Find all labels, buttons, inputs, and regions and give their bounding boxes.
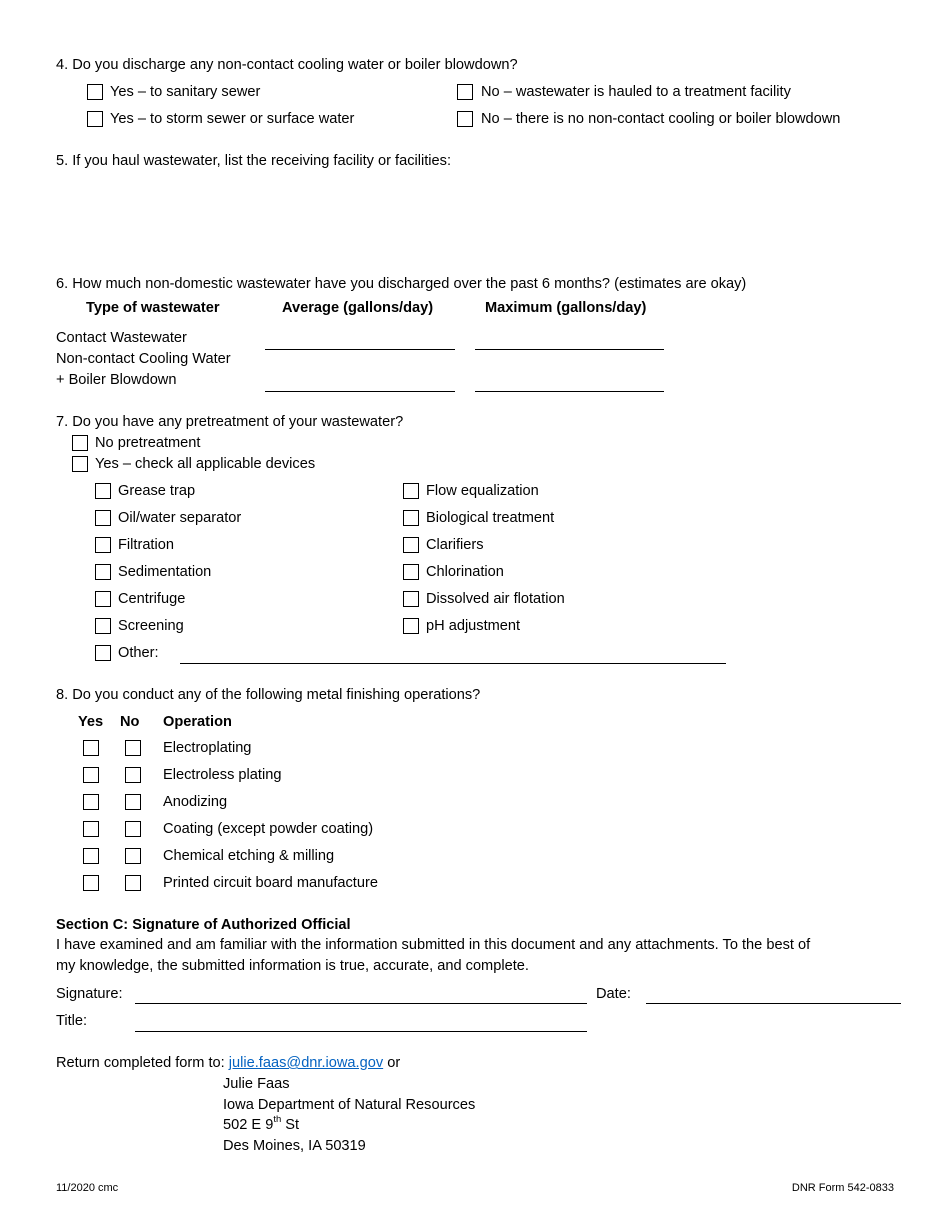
q8-coating-yes-checkbox[interactable] bbox=[83, 821, 99, 837]
signature-field[interactable] bbox=[135, 1003, 587, 1004]
q7-screening-checkbox[interactable] bbox=[95, 618, 111, 634]
q8-coating-no-checkbox[interactable] bbox=[125, 821, 141, 837]
return-org: Iowa Department of Natural Resources bbox=[223, 1097, 476, 1113]
q6-row-blowdown: + Boiler Blowdown bbox=[56, 372, 177, 388]
q8-electroless-label: Electroless plating bbox=[163, 767, 282, 783]
section-c-title: Section C: Signature of Authorized Official bbox=[56, 917, 351, 933]
q7-grease-trap-checkbox[interactable] bbox=[95, 483, 111, 499]
q8-electroplating-label: Electroplating bbox=[163, 740, 252, 756]
street-rest: St bbox=[281, 1117, 300, 1133]
q7-other-label: Other: bbox=[118, 645, 159, 661]
q4-no-hauled-label: No – wastewater is hauled to a treatment facility bbox=[481, 84, 791, 100]
date-label: Date: bbox=[596, 986, 631, 1002]
q8-coating-label: Coating (except powder coating) bbox=[163, 821, 374, 837]
question-5: 5. If you haul wastewater, list the receiving facility or facilities: bbox=[56, 153, 452, 169]
q8-header-operation: Operation bbox=[163, 714, 232, 730]
q7-biological-label: Biological treatment bbox=[426, 510, 555, 526]
title-label: Title: bbox=[56, 1013, 88, 1029]
q7-sedimentation-label: Sedimentation bbox=[118, 564, 212, 580]
q7-yes-label: Yes – check all applicable devices bbox=[95, 456, 316, 472]
section-c-statement-line1: I have examined and am familiar with the information submitted in this document and any attachments. To the best of bbox=[56, 937, 811, 953]
q7-yes-checkbox[interactable] bbox=[72, 456, 88, 472]
q7-chlorination-label: Chlorination bbox=[426, 564, 504, 580]
signature-label: Signature: bbox=[56, 986, 123, 1002]
q7-other-field[interactable] bbox=[180, 663, 726, 664]
q8-header-no: No bbox=[120, 714, 140, 730]
q7-centrifuge-label: Centrifuge bbox=[118, 591, 186, 607]
q7-no-pretreatment-label: No pretreatment bbox=[95, 435, 201, 451]
footer-left: 11/2020 cmc bbox=[56, 1182, 119, 1194]
question-8: 8. Do you conduct any of the following metal finishing operations? bbox=[56, 687, 481, 703]
street-suffix: th bbox=[273, 1114, 282, 1126]
q7-clarifiers-label: Clarifiers bbox=[426, 537, 484, 553]
q4-yes-storm-label: Yes – to storm sewer or surface water bbox=[110, 111, 355, 127]
q6-contact-average-field[interactable] bbox=[265, 349, 455, 350]
q8-pcb-no-checkbox[interactable] bbox=[125, 875, 141, 891]
q7-oil-water-label: Oil/water separator bbox=[118, 510, 242, 526]
section-c-statement-line2: my knowledge, the submitted information is true, accurate, and complete. bbox=[56, 958, 529, 974]
q6-row-noncontact: Non-contact Cooling Water bbox=[56, 351, 231, 367]
q7-filtration-checkbox[interactable] bbox=[95, 537, 111, 553]
q8-pcb-label: Printed circuit board manufacture bbox=[163, 875, 378, 891]
q8-anodizing-yes-checkbox[interactable] bbox=[83, 794, 99, 810]
q6-noncontact-maximum-field[interactable] bbox=[475, 391, 664, 392]
q7-grease-trap-label: Grease trap bbox=[118, 483, 196, 499]
q7-biological-checkbox[interactable] bbox=[403, 510, 419, 526]
q4-yes-storm-checkbox[interactable] bbox=[87, 111, 103, 127]
q6-header-maximum: Maximum (gallons/day) bbox=[485, 300, 647, 316]
q8-electroplating-no-checkbox[interactable] bbox=[125, 740, 141, 756]
question-7: 7. Do you have any pretreatment of your wastewater? bbox=[56, 414, 404, 430]
q4-no-hauled-checkbox[interactable] bbox=[457, 84, 473, 100]
q7-flow-equalization-label: Flow equalization bbox=[426, 483, 539, 499]
return-street bbox=[223, 1114, 300, 1135]
q4-yes-sanitary-checkbox[interactable] bbox=[87, 84, 103, 100]
email-link[interactable]: julie.faas@dnr.iowa.gov bbox=[228, 1055, 384, 1071]
return-suffix: or bbox=[387, 1055, 401, 1071]
q6-row-contact: Contact Wastewater bbox=[56, 330, 187, 346]
return-line bbox=[56, 1055, 400, 1073]
q6-header-average: Average (gallons/day) bbox=[282, 300, 434, 316]
q4-no-none-checkbox[interactable] bbox=[457, 111, 473, 127]
q7-sedimentation-checkbox[interactable] bbox=[95, 564, 111, 580]
q8-electroless-no-checkbox[interactable] bbox=[125, 767, 141, 783]
q7-filtration-label: Filtration bbox=[118, 537, 174, 553]
question-4: 4. Do you discharge any non-contact cooling water or boiler blowdown? bbox=[56, 57, 518, 73]
q7-centrifuge-checkbox[interactable] bbox=[95, 591, 111, 607]
q4-yes-sanitary-label: Yes – to sanitary sewer bbox=[110, 84, 261, 100]
q7-ph-adjustment-checkbox[interactable] bbox=[403, 618, 419, 634]
q7-ph-adjustment-label: pH adjustment bbox=[426, 618, 521, 634]
footer-right: DNR Form 542-0833 bbox=[791, 1182, 894, 1194]
q7-clarifiers-checkbox[interactable] bbox=[403, 537, 419, 553]
q8-anodizing-no-checkbox[interactable] bbox=[125, 794, 141, 810]
q7-other-checkbox[interactable] bbox=[95, 645, 111, 661]
q7-oil-water-checkbox[interactable] bbox=[95, 510, 111, 526]
q8-anodizing-label: Anodizing bbox=[163, 794, 228, 810]
q8-etching-no-checkbox[interactable] bbox=[125, 848, 141, 864]
q7-screening-label: Screening bbox=[118, 618, 184, 634]
q8-etching-label: Chemical etching & milling bbox=[163, 848, 335, 864]
q6-noncontact-average-field[interactable] bbox=[265, 391, 455, 392]
q7-dissolved-air-label: Dissolved air flotation bbox=[426, 591, 565, 607]
return-prefix: Return completed form to: bbox=[56, 1055, 225, 1071]
question-6: 6. How much non-domestic wastewater have you discharged over the past 6 months? (estimates are okay) bbox=[56, 276, 747, 292]
return-name: Julie Faas bbox=[223, 1076, 290, 1092]
q8-header-yes: Yes bbox=[78, 714, 104, 730]
q5-facilities-area[interactable] bbox=[56, 176, 896, 266]
q8-electroless-yes-checkbox[interactable] bbox=[83, 767, 99, 783]
q4-no-none-label: No – there is no non-contact cooling or boiler blowdown bbox=[481, 111, 841, 127]
q6-header-type: Type of wastewater bbox=[86, 300, 220, 316]
q8-pcb-yes-checkbox[interactable] bbox=[83, 875, 99, 891]
q8-electroplating-yes-checkbox[interactable] bbox=[83, 740, 99, 756]
q7-flow-equalization-checkbox[interactable] bbox=[403, 483, 419, 499]
return-city: Des Moines, IA 50319 bbox=[223, 1138, 366, 1154]
q8-etching-yes-checkbox[interactable] bbox=[83, 848, 99, 864]
q7-no-pretreatment-checkbox[interactable] bbox=[72, 435, 88, 451]
title-field[interactable] bbox=[135, 1031, 587, 1032]
q7-dissolved-air-checkbox[interactable] bbox=[403, 591, 419, 607]
q7-chlorination-checkbox[interactable] bbox=[403, 564, 419, 580]
date-field[interactable] bbox=[646, 1003, 901, 1004]
street-number: 502 E 9 bbox=[223, 1117, 274, 1133]
q6-contact-maximum-field[interactable] bbox=[475, 349, 664, 350]
